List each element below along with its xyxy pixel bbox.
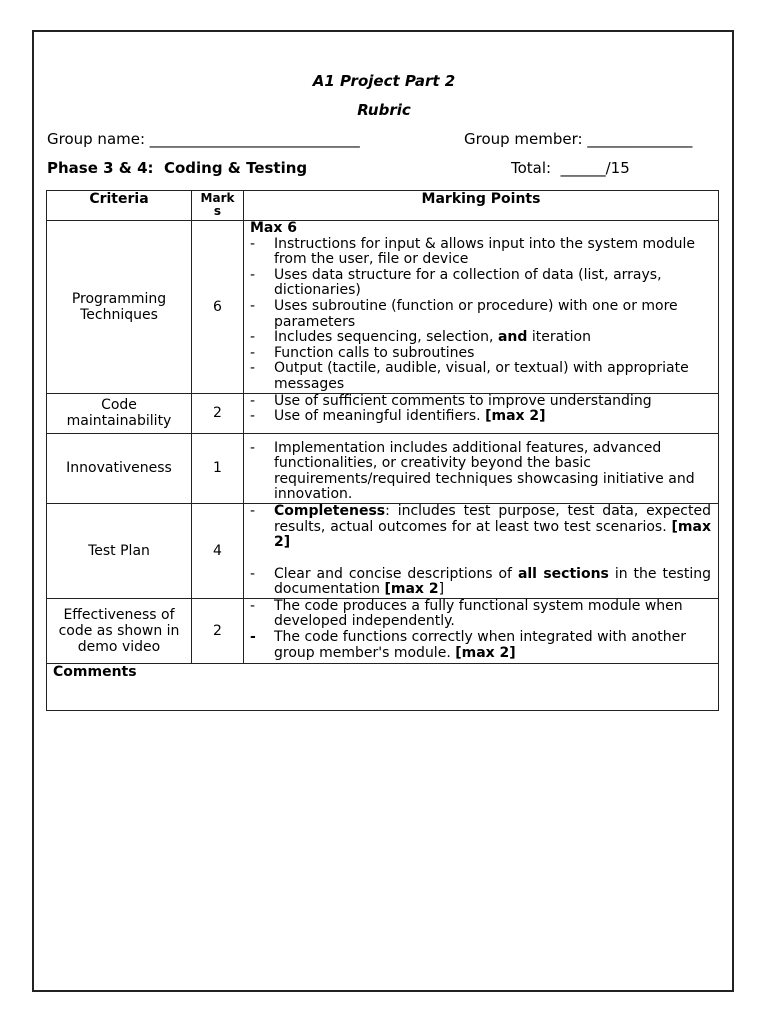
criteria-cell: Effectiveness of code as shown in demo video (47, 598, 192, 663)
total-score-field[interactable]: Total: ______/15 (511, 159, 630, 177)
phase-heading: Phase 3 & 4: Coding & Testing (47, 159, 308, 177)
marks-header (192, 191, 244, 221)
max-label: [max 2] (274, 518, 711, 551)
criteria-cell: Test Plan (47, 503, 192, 598)
point-text: : includes test purpose, test data, expected results, actual outcomes for at least two test scenarios. (274, 502, 711, 535)
comments-row (47, 663, 719, 710)
point-text: Clear and concise descriptions of (274, 565, 518, 582)
marks-header-text: Marks (200, 191, 235, 218)
table-row (47, 598, 719, 663)
marks-cell: 4 (192, 503, 244, 598)
marks-cell: 2 (192, 393, 244, 433)
marks-cell: 6 (192, 221, 244, 394)
point-text: Use of meaningful identifiers. (274, 408, 486, 425)
max-label: [max 2 (384, 581, 439, 598)
marking-point: - Instructions for input & allows input into the system module from the user, file or device (250, 237, 711, 268)
marking-point: - Uses subroutine (function or procedure) with one or more parameters (250, 299, 711, 330)
marking-point (250, 330, 711, 346)
point-text: ] (438, 581, 445, 598)
marking-point: - Output (tactile, audible, visual, or textual) with appropriate messages (250, 361, 711, 392)
marking-points-header: Marking Points (244, 191, 719, 221)
points-cell (244, 433, 719, 503)
point-emphasis: all sections (517, 565, 609, 582)
points-cell (244, 598, 719, 663)
table-row (47, 433, 719, 503)
marks-cell: 1 (192, 433, 244, 503)
marking-point: - Implementation includes additional features, advanced functionalities, or creativity beyond the basic requirements/required techniques showcasing initiative and innovation. (250, 441, 711, 503)
point-text: iteration (527, 329, 591, 346)
point-emphasis: Completeness (274, 502, 386, 519)
point-text: Includes sequencing, selection, (274, 329, 498, 346)
table-header-row (47, 191, 719, 221)
point-text: in the testing documentation (274, 565, 711, 598)
criteria-cell: Programming Techniques (47, 221, 192, 394)
criteria-header: Criteria (47, 191, 192, 221)
points-cell (244, 221, 719, 394)
marking-point: - Uses data structure for a collection of data (list, arrays, dictionaries) (250, 268, 711, 299)
marking-point (250, 567, 711, 598)
group-name-field[interactable]: Group name: ____________________________ (47, 130, 360, 148)
marking-point: - Function calls to subroutines (250, 346, 711, 362)
table-row (47, 221, 719, 394)
spacer (250, 551, 711, 567)
points-cell (244, 393, 719, 433)
criteria-cell: Code maintainability (47, 393, 192, 433)
comments-field[interactable] (47, 663, 719, 710)
marks-cell: 2 (192, 598, 244, 663)
table-row (47, 503, 719, 598)
comments-label: Comments (53, 663, 137, 680)
max-label: [max 2] (485, 408, 546, 425)
marking-point: - Use of sufficient comments to improve understanding (250, 394, 711, 410)
max-label: Max 6 (250, 220, 298, 236)
marking-point (250, 409, 711, 425)
point-emphasis: and (497, 329, 528, 346)
marking-point: - The code produces a fully functional system module when developed independently. (250, 599, 711, 630)
document-title: A1 Project Part 2 (312, 72, 456, 90)
group-member-field[interactable]: Group member: ______________ (464, 130, 693, 148)
rubric-table (46, 190, 719, 711)
document-subtitle: Rubric (357, 101, 411, 119)
marking-point (250, 504, 711, 551)
points-cell (244, 503, 719, 598)
marking-point (250, 630, 711, 661)
point-text: The code functions correctly when integrated with another group member's module. (274, 629, 686, 661)
max-label: [max 2] (455, 644, 516, 661)
criteria-cell: Innovativeness (47, 433, 192, 503)
table-row (47, 393, 719, 433)
